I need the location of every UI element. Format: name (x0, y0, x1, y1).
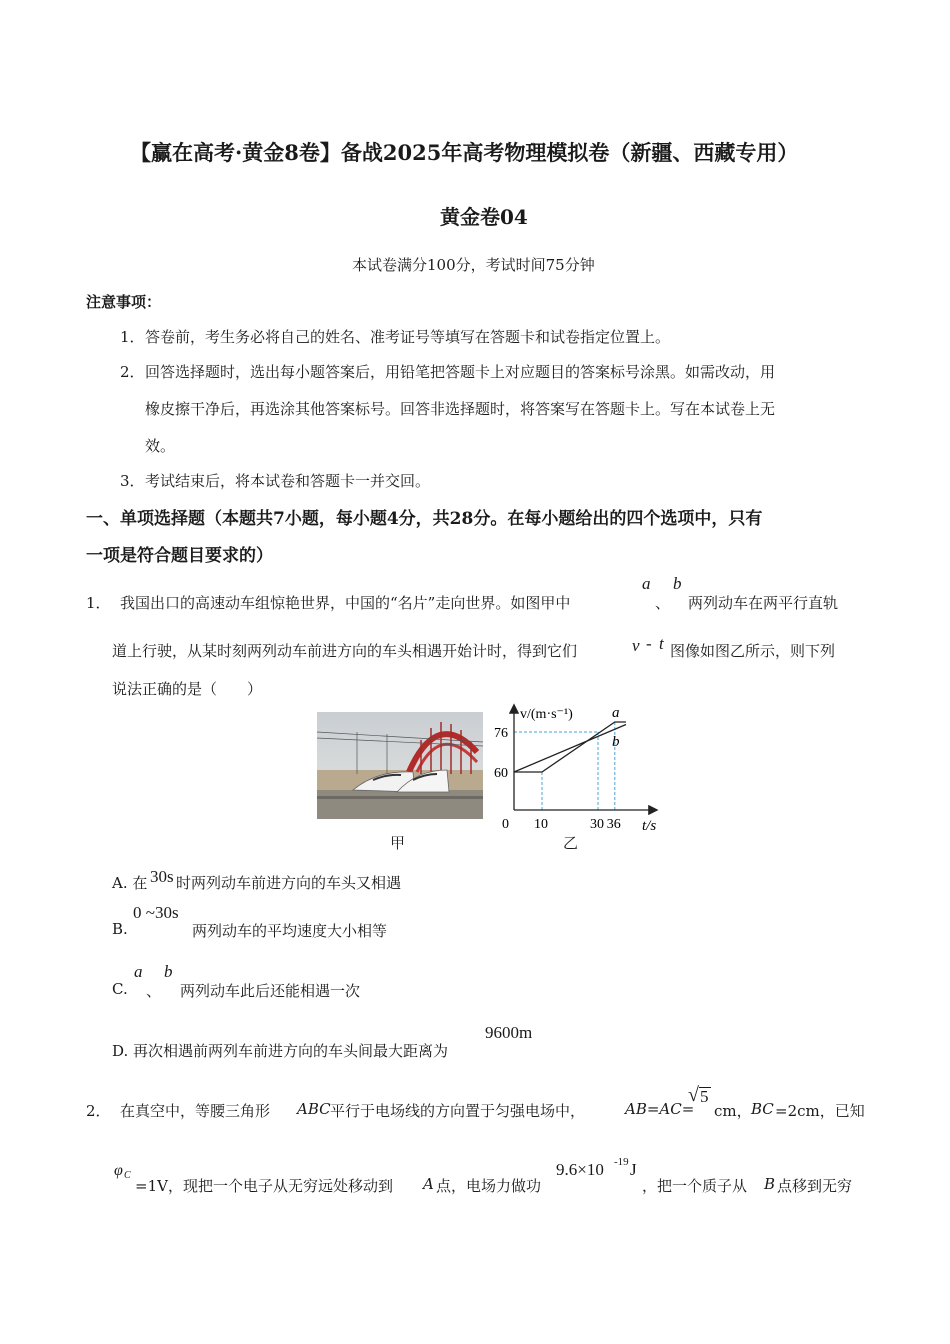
q2-line-2d: 点移到无穷 (777, 1177, 853, 1195)
series-label-b: b (612, 734, 620, 750)
q1-var-b: b (673, 574, 682, 593)
option-b-prefix: B. (112, 920, 128, 938)
q2-phi: φ (114, 1162, 123, 1179)
q2-bc: BC (751, 1100, 774, 1118)
option-a-math: 30s (150, 867, 174, 886)
x-tick-36: 36 (606, 817, 621, 832)
section-heading-line-2: 一项是符合题目要求的） (86, 546, 273, 566)
q2-ab-ac: AB=AC= (625, 1100, 695, 1118)
figure-yi-caption: 乙 (563, 834, 579, 852)
notice-item-1-num: 1． (120, 328, 145, 346)
section-heading-line-1: 一、单项选择题（本题共7小题，每小题4分，共28分。在每小题给出的四个选项中，只有 (86, 509, 763, 529)
option-b-math: 0 ~30s (133, 903, 179, 922)
y-tick-60: 60 (494, 766, 508, 781)
q2-cm: cm， (714, 1102, 752, 1120)
x-tick-30: 30 (590, 817, 604, 832)
x-tick-10: 10 (534, 817, 548, 832)
q2-work-exponent: -19 (614, 1156, 629, 1168)
q2-abc: ABC (297, 1100, 331, 1118)
option-b-text: 两列动车的平均速度大小相等 (192, 922, 388, 940)
notice-item-1-text: 答卷前，考生务必将自己的姓名、准考证号等填写在答题卡和试卷指定位置上。 (145, 328, 671, 346)
q1-vt-v: v (632, 636, 640, 655)
option-c-separator: 、 (146, 982, 162, 1000)
q2-work-unit: J (630, 1160, 637, 1179)
q1-line-2b: 图像如图乙所示，则下列 (670, 642, 836, 660)
q2-sqrt-symbol: √ (688, 1084, 699, 1106)
y-axis-label: v/(m·s⁻¹) (520, 707, 573, 722)
train-photo (317, 712, 483, 819)
option-d-math: 9600m (485, 1023, 533, 1042)
notice-item-2-num: 2． (120, 363, 145, 381)
notice-heading: 注意事项： (86, 293, 162, 311)
q1-line-2a: 道上行驶，从某时刻两列动车前进方向的车头相遇开始计时，得到它们 (112, 642, 578, 660)
q1-separator: 、 (655, 594, 671, 612)
notice-item-2-line-2: 橡皮擦干净后，再选涂其他答案标号。回答非选择题时，将答案写在答题卡上。写在本试卷上无 (145, 400, 776, 418)
q1-line-1b: 两列动车在两平行直轨 (688, 594, 839, 612)
q1-number: 1． (86, 594, 111, 612)
q1-line-3: 说法正确的是（ ） (112, 680, 263, 698)
x-axis-label: t/s (642, 818, 657, 834)
q2-line-1a: 在真空中，等腰三角形 (120, 1102, 271, 1120)
exam-info: 本试卷满分100分，考试时间75分钟 (352, 256, 595, 274)
q1-var-a: a (642, 574, 651, 593)
series-label-a: a (612, 705, 620, 721)
q1-vt-dash: - (646, 634, 652, 653)
q2-phi-subscript: C (124, 1170, 131, 1181)
option-c-var-b: b (164, 962, 173, 981)
q2-bc-value: =2cm，已知 (775, 1102, 865, 1120)
notice-item-2-line-1: 回答选择题时，选出每小题答案后，用铅笔把答题卡上对应题目的答案标号涂黑。如需改动，用 (145, 363, 776, 381)
q2-line-1b: 平行于电场线的方向置于匀强电场中， (330, 1102, 586, 1120)
q2-point-a: A (423, 1175, 434, 1193)
exam-title: 【赢在高考·黄金8卷】备战2025年高考物理模拟卷（新疆、西藏专用） (130, 140, 799, 165)
q2-work-base: 9.6×10 (556, 1160, 604, 1179)
option-a-prefix: A. 在 (112, 874, 148, 892)
q2-point-b: B (764, 1175, 776, 1193)
x-tick-0: 0 (502, 817, 509, 832)
notice-item-2-line-3: 效。 (145, 437, 176, 455)
figure-jia-caption: 甲 (390, 834, 406, 852)
option-c-var-a: a (134, 962, 143, 981)
option-c-prefix: C. (112, 980, 128, 998)
option-c-text: 两列动车此后还能相遇一次 (180, 982, 361, 1000)
q2-line-2b: 点，电场力做功 (436, 1177, 542, 1195)
exam-subtitle: 黄金卷04 (440, 205, 528, 229)
notice-item-3-num: 3． (120, 472, 145, 490)
y-tick-76: 76 (494, 726, 508, 741)
q2-line-2c: ，把一个质子从 (642, 1177, 748, 1195)
q2-line-2a: =1V，现把一个电子从无穷远处移动到 (135, 1177, 393, 1195)
notice-item-3-text: 考试结束后，将本试卷和答题卡一并交回。 (145, 472, 431, 490)
q2-number: 2． (86, 1102, 111, 1120)
option-a-text: 时两列动车前进方向的车头又相遇 (176, 874, 402, 892)
option-d-text: D. 再次相遇前两列车前进方向的车头间最大距离为 (112, 1042, 449, 1060)
q2-sqrt-number: 5 (700, 1087, 709, 1106)
q1-line-1a: 我国出口的高速动车组惊艳世界，中国的“名片”走向世界。如图甲中 (120, 594, 571, 612)
q1-vt-t: t (659, 634, 664, 653)
vt-graph (490, 700, 665, 850)
